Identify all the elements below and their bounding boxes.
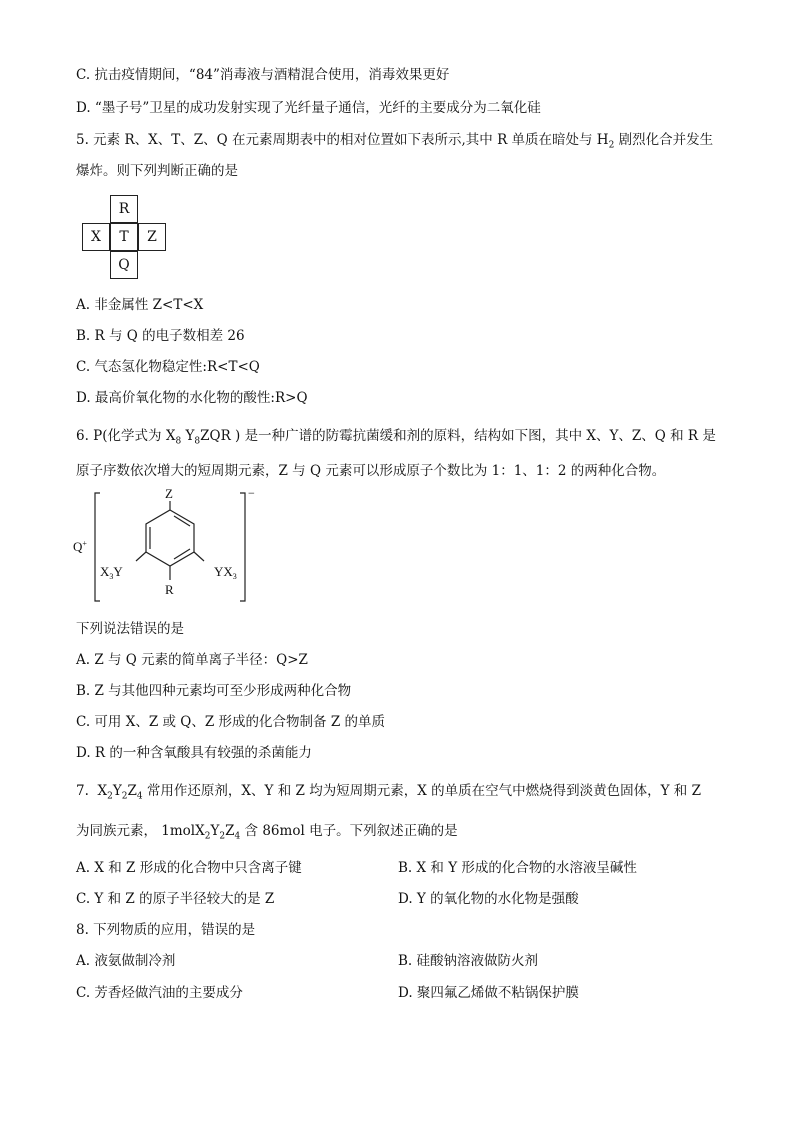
q7-option-d: D. Y 的氧化物的水化物是强酸 [398,891,579,907]
bond-left [136,552,146,561]
anion-charge: − [248,486,255,500]
q7-stem-line2: 为同族元素， $1molX_2Y_2Z_4$ 含 86mol 电子。下列叙述正确的是 [76,823,458,842]
q7-option-a: A. X 和 Z 形成的化合物中只含离子键 [76,860,302,876]
q7-stem-line1: 7. $X_2Y_2Z_4$ 常用作还原剂，X、Y 和 Z 均为短周期元素，X 的单质在空气中燃烧得到淡黄色固体，Y 和 Z [76,783,701,802]
q6-option-c: C. 可用 X、Z 或 Q、Z 形成的化合物制备 Z 的单质 [76,714,385,730]
q7-option-c: C. Y 和 Z 的原子半径较大的是 Z [76,891,275,907]
q6-stem-line2: 原子序数依次增大的短周期元素，Z 与 Q 元素可以形成原子个数比为 1：1、1：2 的两种化合物。 [76,463,666,479]
q5-stem-line2: 爆炸。则下列判断正确的是 [76,163,238,179]
molecule-structure [70,483,270,611]
cation-q: Q+ [73,539,87,554]
q5-option-c: C. 气态氢化物稳定性:R<T<Q [76,359,260,375]
group-x3y: $X_3Y$ [100,564,123,581]
cell-t: T [110,223,138,251]
cell-z: Z [138,223,166,251]
benzene-ring [146,510,194,566]
q6-stem-line1: 6. P(化学式为 $X_8$ $Y_8ZQR$ ) 是一种广谱的防霉抗菌缓和剂的原料，结构如下图，其中 X、Y、Z、Q 和 R 是 [76,428,716,447]
q6-option-d: D. R 的一种含氧酸具有较强的杀菌能力 [76,745,312,761]
q8-option-a: A. 液氨做制冷剂 [76,953,176,969]
q6-option-a: A. Z 与 Q 元素的简单离子半径：Q>Z [76,652,308,668]
left-bracket [95,493,100,601]
q8-option-b: B. 硅酸钠溶液做防火剂 [398,953,539,969]
q8-stem: 8. 下列物质的应用，错误的是 [76,922,256,938]
q8-option-d: D. 聚四氟乙烯做不粘锅保护膜 [398,985,579,1001]
cell-r: R [110,195,138,223]
q5-option-d: D. 最高价氧化物的水化物的酸性:R>Q [76,390,308,406]
group-yx3: $YX_3$ [214,564,237,581]
bond-right [194,552,204,561]
atom-r: R [165,582,174,597]
cell-q: Q [110,251,138,279]
cell-x: X [82,223,110,251]
q7-option-b: B. X 和 Y 形成的化合物的水溶液呈碱性 [398,860,637,876]
q8-option-c: C. 芳香烃做汽油的主要成分 [76,985,243,1001]
q6-ask: 下列说法错误的是 [76,621,184,637]
q6-option-b: B. Z 与其他四种元素均可至少形成两种化合物 [76,683,352,699]
q4-option-d: D. “墨子号”卫星的成功发射实现了光纤量子通信，光纤的主要成分为二氧化硅 [76,100,541,116]
q5-option-b: B. R 与 Q 的电子数相差 26 [76,328,245,344]
q5-option-a: A. 非金属性 Z<T<X [76,297,204,313]
q5-stem-line1: 5. 元素 R、X、T、Z、Q 在元素周期表中的相对位置如下表所示,其中 R 单质在暗处与 $H_2$ 剧烈化合并发生 [76,132,714,151]
q4-option-c: C. 抗击疫情期间，“84”消毒液与酒精混合使用，消毒效果更好 [76,67,450,83]
atom-z: Z [165,486,173,501]
right-bracket [240,493,245,601]
